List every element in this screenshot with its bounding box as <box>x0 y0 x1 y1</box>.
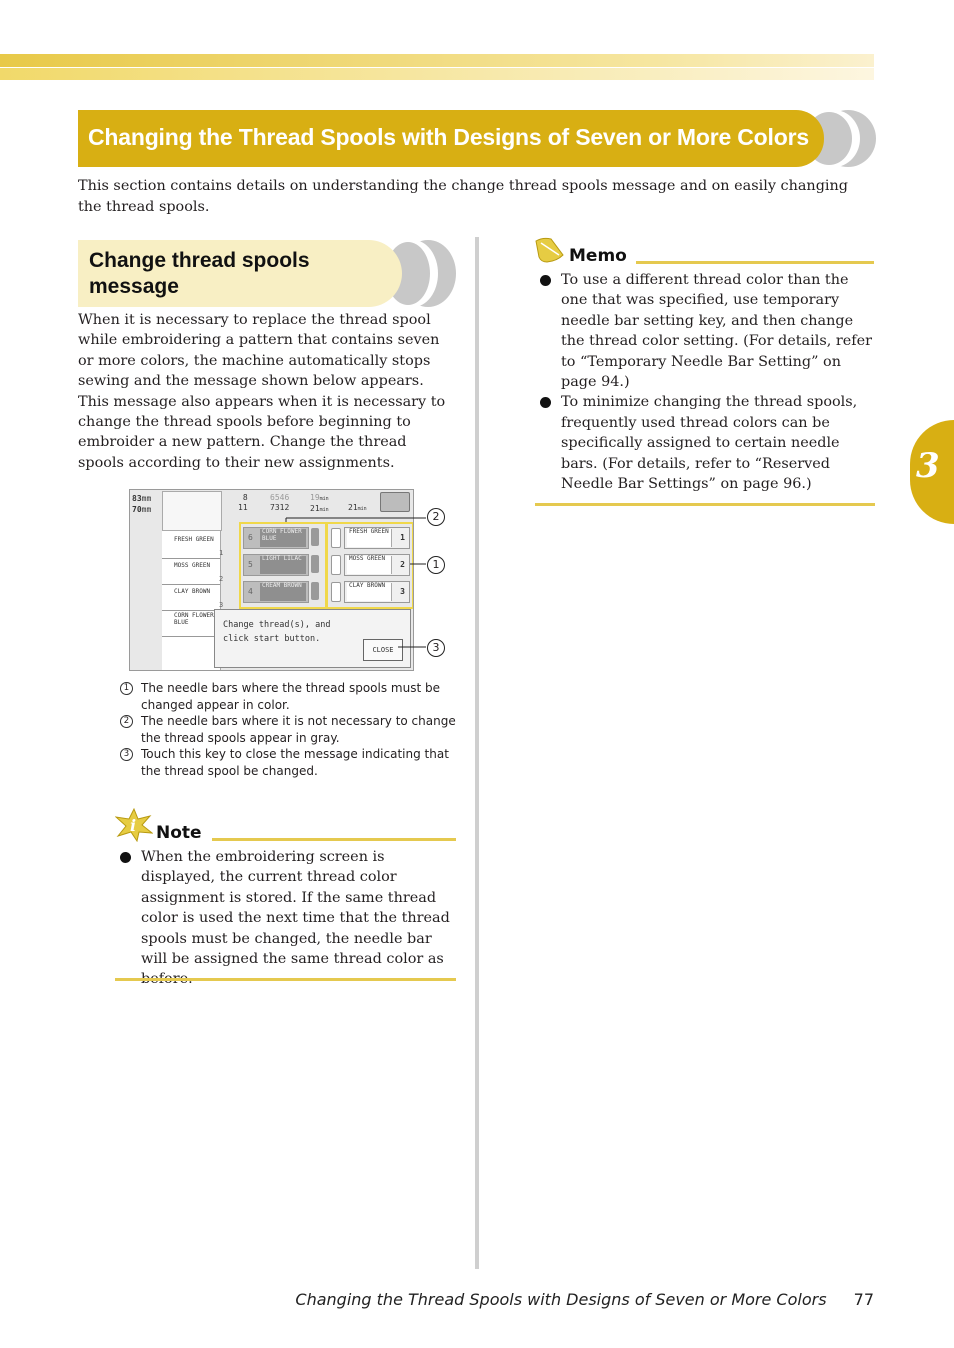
thread-list-label: CLAY BROWN <box>174 588 211 595</box>
size-readout <box>132 493 151 515</box>
caption-item <box>120 680 460 713</box>
time-b: 21 <box>310 504 320 513</box>
color-bar-num: 2 <box>400 560 405 569</box>
page-footer <box>295 1290 874 1309</box>
gray-bar-chip: CREAM BROWN <box>260 583 306 601</box>
bullet-icon <box>540 397 551 408</box>
preview-box <box>162 491 222 531</box>
time-unit-b: min <box>319 507 329 513</box>
time-unit-c: min <box>357 506 367 512</box>
gray-bar-num: 5 <box>248 560 253 569</box>
section-heading <box>89 248 310 300</box>
thread-list-item <box>162 533 220 559</box>
section-heading-line2: message <box>89 275 179 298</box>
memo-bottom-rule <box>535 503 875 506</box>
gray-bar-num: 6 <box>248 533 253 542</box>
memo-top-rule <box>636 261 874 264</box>
thread-list-label: MOSS GREEN <box>174 562 211 569</box>
color-bar-num: 1 <box>400 533 405 542</box>
thread-list-item <box>162 585 220 611</box>
callout-2: 2 <box>427 508 445 526</box>
note-icon <box>115 808 153 842</box>
memo-item-text: To use a different thread color than the one that was specified, use temporary needle bar setting key, and then change the thread color setting. (For details, refer to “Temporary Needle Bar Setting” on page 94.) <box>561 272 872 391</box>
page-title: Changing the Thread Spools with Designs of Seven or More Colors <box>88 124 809 150</box>
memo-list <box>535 270 875 494</box>
callout-lines <box>280 505 430 655</box>
gray-bar-chip: LIGHT LILAC <box>260 556 306 574</box>
left-num: 3 <box>219 601 224 609</box>
thread-list <box>162 531 224 670</box>
caption-text: The needle bars where it is not necessary to change the thread spools appear in gray. <box>141 714 456 745</box>
gray-bar-chip: CORN FLOWER BLUE <box>260 529 306 547</box>
bullet-icon <box>120 852 131 863</box>
thread-list-label: FRESH GREEN <box>174 536 214 543</box>
column-divider <box>475 237 479 1269</box>
note-top-rule <box>212 838 456 841</box>
time-a: 19 <box>310 493 320 502</box>
bullet-icon <box>540 275 551 286</box>
note-list <box>115 847 457 990</box>
header-stripe-1 <box>0 54 874 67</box>
thread-list-label: CORN FLOWER BLUE <box>174 612 214 626</box>
left-num: 2 <box>219 575 224 583</box>
needle-a: 8 <box>242 493 248 502</box>
size-unit: mm <box>141 494 152 503</box>
svg-text:i: i <box>130 816 137 835</box>
header-stripe-2 <box>0 68 874 80</box>
size-unit-2: mm <box>141 505 152 514</box>
memo-icon <box>533 235 567 265</box>
intro-paragraph: This section contains details on understanding the change thread spools message and on easily changing the thread spools. <box>78 178 848 215</box>
note-heading: Note <box>156 823 202 843</box>
color-bar-chip: FRESH GREEN <box>347 529 392 547</box>
footer-text: Changing the Thread Spools with Designs of Seven or More Colors <box>295 1290 827 1309</box>
chapter-number: 3 <box>916 446 940 486</box>
caption-num: 3 <box>120 748 133 761</box>
page-number: 77 <box>853 1290 874 1309</box>
message-line1: Change thread(s), and <box>223 620 331 630</box>
note-item-text: When the embroidering screen is displayed, the current thread color assignment is stored. If the same thread color is used the next time that the thread spools must be changed, the needle bar will be assigned the same thread color as <box>141 849 450 968</box>
stitch-a: 6546 <box>270 493 290 502</box>
gray-bar-num: 4 <box>248 587 253 596</box>
callout-3: 3 <box>427 639 445 657</box>
title-banner <box>78 110 824 167</box>
memo-item <box>535 392 875 494</box>
memo-item <box>535 270 875 392</box>
stitch-b: 7312 <box>270 503 290 512</box>
caption-text: The needle bars where the thread spools must be changed appear in color. <box>141 681 440 712</box>
left-nums <box>219 540 223 618</box>
time-c: 21 <box>348 503 358 512</box>
size-width: 83 <box>132 494 142 503</box>
caption-item <box>120 713 460 746</box>
memo-heading: Memo <box>569 246 627 266</box>
thread-list-item <box>162 559 220 585</box>
caption-num: 2 <box>120 715 133 728</box>
needle-b: 11 <box>238 503 248 512</box>
section-body: When it is necessary to replace the thread spool while embroidering a pattern that contains seven or more colors, the machine automatically stops sewing and the message shown below appears. This message also appears when it is necessary to change the thread spools before beginning to embroider a new pattern. Change the thread spools according to their new assignments. <box>78 312 446 471</box>
section-heading-box <box>78 240 402 307</box>
color-bar-num: 3 <box>400 587 405 596</box>
close-button[interactable]: CLOSE <box>363 639 403 661</box>
color-bar-chip: CLAY BROWN <box>347 583 392 601</box>
caption-text: Touch this key to close the message indicating that the thread spool be changed. <box>141 747 449 778</box>
left-num: 1 <box>219 549 224 557</box>
thread-list-item <box>162 611 220 637</box>
memo-item-text: To minimize changing the thread spools, frequently used thread colors can be specifically assigned to certain needle bars. (For details, refer to “Reserved Needle Bar Settings” on page 96.) <box>561 394 858 493</box>
chapter-tab <box>910 420 954 524</box>
size-height: 70 <box>132 505 142 514</box>
captions <box>120 680 460 780</box>
needle-info <box>238 493 248 513</box>
caption-num: 1 <box>120 682 133 695</box>
message-line2: click start button. <box>223 634 321 644</box>
note-item <box>115 847 457 990</box>
callout-1: 1 <box>427 556 445 574</box>
section-heading-line1: Change thread spools <box>89 249 310 272</box>
time-unit-a: min <box>319 496 329 502</box>
note-bottom-rule <box>115 978 456 981</box>
caption-item <box>120 746 460 779</box>
color-bar-chip: MOSS GREEN <box>347 556 392 574</box>
